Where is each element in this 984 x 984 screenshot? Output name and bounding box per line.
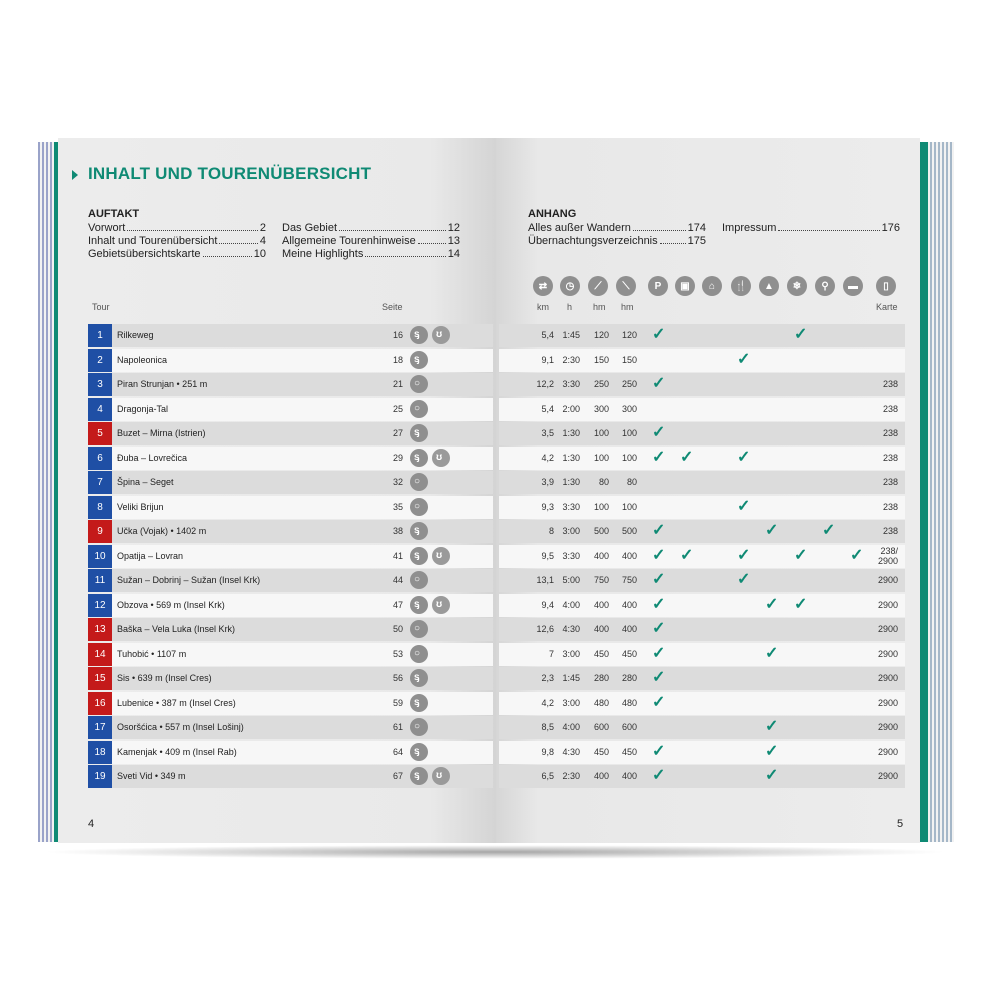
tour-h: 3:00: [562, 526, 580, 536]
checkmark-icon: ✓: [850, 547, 864, 564]
tour-number: 16: [88, 692, 112, 715]
tour-page: 59: [392, 698, 403, 708]
ascent-icon: ⟋: [588, 276, 608, 296]
tour-h: 4:00: [562, 722, 580, 732]
round-icon: [410, 645, 428, 663]
tour-hm2: 280: [621, 673, 637, 683]
toc-label: Impressum: [722, 222, 777, 234]
tour-name: Sveti Vid • 349 m: [117, 771, 186, 781]
tour-page: 21: [392, 379, 403, 389]
kid-icon: [410, 522, 428, 540]
book-edge-left: [38, 142, 60, 842]
tour-hm1: 400: [593, 551, 609, 561]
tour-name: Obzova • 569 m (Insel Krk): [117, 600, 225, 610]
bear-icon: [432, 449, 450, 467]
winter-icon: ❄: [787, 276, 807, 296]
tour-km: 5,4: [541, 404, 554, 414]
toc-entry: [282, 222, 460, 234]
tour-map-ref: 2900: [877, 624, 898, 634]
kid-glyph: ᶊ: [414, 525, 420, 536]
tour-h: 1:30: [562, 428, 580, 438]
toc-page: 175: [687, 235, 706, 247]
tour-map-ref: 238: [882, 502, 898, 512]
tour-page: 32: [392, 477, 403, 487]
checkmark-icon: ✓: [765, 596, 779, 613]
tour-hm2: 150: [621, 355, 637, 365]
tour-km: 3,5: [541, 428, 554, 438]
tour-h: 4:30: [562, 624, 580, 634]
toc-entry: [282, 248, 460, 260]
tour-h: 1:30: [562, 453, 580, 463]
tour-hm2: 450: [621, 649, 637, 659]
checkmark-icon: ✓: [765, 522, 779, 539]
tour-page: 50: [392, 624, 403, 634]
tour-name: Učka (Vojak) • 1402 m: [117, 526, 207, 536]
tour-hm1: 120: [593, 330, 609, 340]
toc-label: Gebietsübersichtskarte: [88, 248, 201, 260]
kid-icon: [410, 767, 428, 785]
toc-page: 4: [259, 235, 266, 247]
kid-glyph: ᶊ: [414, 427, 420, 438]
kid-icon: [410, 743, 428, 761]
tour-name: Kamenjak • 409 m (Insel Rab): [117, 747, 237, 757]
tour-h: 3:30: [562, 502, 580, 512]
tour-name: Veliki Brijun: [117, 502, 164, 512]
round-icon: [410, 620, 428, 638]
checkmark-icon: ✓: [794, 326, 808, 343]
kid-icon: [410, 596, 428, 614]
kid-icon: [410, 669, 428, 687]
tour-map-ref: 238: [882, 404, 898, 414]
kid-glyph: ᶊ: [414, 452, 420, 463]
tour-name: Opatija – Lovran: [117, 551, 184, 561]
tour-name: Tuhobić • 1107 m: [117, 649, 187, 659]
tour-hm2: 100: [621, 428, 637, 438]
tour-number: 8: [88, 496, 112, 519]
kid-glyph: ᶊ: [414, 770, 420, 781]
tour-number: 4: [88, 398, 112, 421]
kid-glyph: ᶊ: [414, 599, 420, 610]
tour-hm1: 100: [593, 502, 609, 512]
tour-km: 4,2: [541, 698, 554, 708]
tour-h: 2:00: [562, 404, 580, 414]
tour-page: 41: [392, 551, 403, 561]
checkmark-icon: ✓: [652, 547, 666, 564]
kid-glyph: ᶊ: [414, 746, 420, 757]
toc-leader: [203, 248, 252, 257]
tour-hm1: 150: [593, 355, 609, 365]
tour-name: Đuba – Lovrečica: [117, 453, 188, 463]
tour-name: Osoršćica • 557 m (Insel Lošinj): [117, 722, 244, 732]
tour-hm1: 600: [593, 722, 609, 732]
tour-map-ref: 238: [882, 453, 898, 463]
col-seite-header: Seite: [382, 302, 403, 312]
toc-leader: [633, 222, 686, 231]
tour-km: 4,2: [541, 453, 554, 463]
toc-label: Das Gebiet: [282, 222, 338, 234]
bear-icon: [432, 547, 450, 565]
checkmark-icon: ✓: [765, 743, 779, 760]
tour-page: 38: [392, 526, 403, 536]
tour-hm2: 600: [621, 722, 637, 732]
page-title: INHALT UND TOURENÜBERSICHT: [88, 164, 372, 183]
tour-name: Buzet – Mirna (Istrien): [117, 428, 206, 438]
tour-km: 8,5: [541, 722, 554, 732]
tour-km: 13,1: [536, 575, 554, 585]
tour-h: 4:00: [562, 600, 580, 610]
tour-km: 9,8: [541, 747, 554, 757]
checkmark-icon: ✓: [737, 498, 751, 515]
checkmark-icon: ✓: [737, 351, 751, 368]
tour-map-ref: 2900: [877, 698, 898, 708]
tour-map-ref: 238: [882, 428, 898, 438]
tour-km: 5,4: [541, 330, 554, 340]
kid-glyph: ᶊ: [414, 672, 420, 683]
toc-entry: [528, 235, 706, 247]
book-edge-right: [920, 142, 954, 842]
bus-icon: ▣: [675, 276, 695, 296]
tour-hm2: 750: [621, 575, 637, 585]
tour-page: 56: [392, 673, 403, 683]
tour-h: 1:45: [562, 330, 580, 340]
tour-map-ref: 238/ 2900: [877, 546, 898, 566]
page-number-right: 5: [897, 818, 904, 830]
tour-number: 7: [88, 471, 112, 494]
signpost-icon: ⇄: [533, 276, 553, 296]
tour-number: 17: [88, 716, 112, 739]
tour-hm1: 100: [593, 453, 609, 463]
toc-page: 14: [447, 248, 460, 260]
checkmark-icon: ✓: [652, 571, 666, 588]
tour-hm2: 250: [621, 379, 637, 389]
round-glyph: ○: [414, 623, 421, 634]
tour-h: 3:30: [562, 379, 580, 389]
tour-number: 5: [88, 422, 112, 445]
tour-hm1: 280: [593, 673, 609, 683]
tour-page: 27: [392, 428, 403, 438]
toc-leader: [365, 248, 445, 257]
tour-hm2: 300: [621, 404, 637, 414]
tour-hm2: 450: [621, 747, 637, 757]
tour-km: 9,5: [541, 551, 554, 561]
checkmark-icon: ✓: [652, 743, 666, 760]
checkmark-icon: ✓: [652, 767, 666, 784]
tour-km: 2,3: [541, 673, 554, 683]
toc-entry: [722, 222, 900, 234]
checkmark-icon: ✓: [794, 547, 808, 564]
toc-entry: [88, 235, 266, 247]
tour-h: 2:30: [562, 355, 580, 365]
col-header-1: h: [567, 302, 573, 312]
parking-icon: P: [648, 276, 668, 296]
tour-hm1: 80: [598, 477, 609, 487]
tour-page: 44: [392, 575, 403, 585]
toc-leader: [778, 222, 879, 231]
tour-map-ref: 2900: [877, 575, 898, 585]
round-glyph: ○: [414, 721, 421, 732]
checkmark-icon: ✓: [652, 596, 666, 613]
checkmark-icon: ✓: [765, 645, 779, 662]
bed-icon: ▬: [843, 276, 863, 296]
bear-icon: [432, 596, 450, 614]
tour-hm2: 400: [621, 771, 637, 781]
kid-glyph: ᶊ: [414, 697, 420, 708]
toc-entry: [88, 248, 266, 260]
checkmark-icon: ✓: [652, 326, 666, 343]
tour-km: 6,5: [541, 771, 554, 781]
tour-hm1: 400: [593, 624, 609, 634]
tour-hm1: 400: [593, 771, 609, 781]
tour-page: 64: [392, 747, 403, 757]
tour-km: 8: [548, 526, 554, 536]
toc-label: Alles außer Wandern: [528, 222, 631, 234]
checkmark-icon: ✓: [652, 449, 666, 466]
tour-number: 19: [88, 765, 112, 788]
descent-icon: ⟍: [616, 276, 636, 296]
bear-icon: [432, 767, 450, 785]
checkmark-icon: ✓: [680, 449, 694, 466]
tour-name: Dragonja-Tal: [117, 404, 169, 414]
tour-km: 3,9: [541, 477, 554, 487]
col-header-2: hm: [593, 302, 606, 312]
cable-car-icon: ⌂: [702, 276, 722, 296]
round-icon: [410, 571, 428, 589]
col-header-3: hm: [621, 302, 634, 312]
toc-leader: [339, 222, 446, 231]
checkmark-icon: ✓: [652, 669, 666, 686]
tour-map-ref: 2900: [877, 600, 898, 610]
round-glyph: ○: [414, 574, 421, 585]
tour-hm1: 400: [593, 600, 609, 610]
tour-name: Piran Strunjan • 251 m: [117, 379, 208, 389]
tour-h: 4:30: [562, 747, 580, 757]
tour-number: 10: [88, 545, 112, 568]
checkmark-icon: ✓: [652, 522, 666, 539]
tour-map-ref: 2900: [877, 771, 898, 781]
checkmark-icon: ✓: [822, 522, 836, 539]
tour-hm2: 400: [621, 600, 637, 610]
col-header-0: km: [537, 302, 549, 312]
tour-page: 18: [392, 355, 403, 365]
bear-icon: [432, 326, 450, 344]
restaurant-icon: 🍴: [731, 276, 751, 296]
tour-map-ref: 238: [882, 526, 898, 536]
bear-glyph: ʊ: [436, 329, 443, 340]
tour-hm1: 500: [593, 526, 609, 536]
bear-glyph: ʊ: [436, 550, 443, 561]
checkmark-icon: ✓: [652, 645, 666, 662]
checkmark-icon: ✓: [794, 596, 808, 613]
tour-hm1: 250: [593, 379, 609, 389]
tour-km: 7: [548, 649, 554, 659]
book-shadow: [40, 845, 950, 859]
kid-icon: [410, 424, 428, 442]
kid-icon: [410, 449, 428, 467]
round-icon: [410, 498, 428, 516]
toc-label: Meine Highlights: [282, 248, 364, 260]
tour-h: 3:00: [562, 649, 580, 659]
round-icon: [410, 473, 428, 491]
col-tour-header: Tour: [92, 302, 110, 312]
tour-km: 9,1: [541, 355, 554, 365]
kid-icon: [410, 351, 428, 369]
tour-name: Rilkeweg: [117, 330, 154, 340]
round-glyph: ○: [414, 378, 421, 389]
toc-label: Allgemeine Tourenhinweise: [282, 235, 416, 247]
tour-hm1: 750: [593, 575, 609, 585]
tour-number: 15: [88, 667, 112, 690]
bike-icon: ⚲: [815, 276, 835, 296]
toc-label: Übernachtungsverzeichnis: [528, 235, 658, 247]
toc-page: 176: [881, 222, 900, 234]
tour-h: 3:30: [562, 551, 580, 561]
tour-hm2: 80: [626, 477, 637, 487]
toc-entry: [88, 222, 266, 234]
tour-hm2: 100: [621, 453, 637, 463]
tour-number: 13: [88, 618, 112, 641]
toc-entry: [528, 222, 706, 234]
checkmark-icon: ✓: [652, 375, 666, 392]
tour-page: 29: [392, 453, 403, 463]
kid-glyph: ᶊ: [414, 329, 420, 340]
bear-glyph: ʊ: [436, 599, 443, 610]
toc-page: 2: [259, 222, 266, 234]
phone-icon: ▯: [876, 276, 896, 296]
tour-hm1: 300: [593, 404, 609, 414]
tour-hm1: 450: [593, 649, 609, 659]
tour-name: Sužan – Dobrinj – Sužan (Insel Krk): [117, 575, 261, 585]
toc-leader: [418, 235, 446, 244]
tour-name: Lubenice • 387 m (Insel Cres): [117, 698, 236, 708]
tour-number: 6: [88, 447, 112, 470]
tour-page: 35: [392, 502, 403, 512]
toc-page: 10: [253, 248, 266, 260]
checkmark-icon: ✓: [737, 449, 751, 466]
tour-map-ref: 2900: [877, 673, 898, 683]
checkmark-icon: ✓: [765, 767, 779, 784]
tour-number: 3: [88, 373, 112, 396]
toc-label: Vorwort: [88, 222, 126, 234]
auftakt-heading: AUFTAKT: [88, 208, 140, 220]
checkmark-icon: ✓: [652, 694, 666, 711]
tour-map-ref: 2900: [877, 722, 898, 732]
tour-name: Sis • 639 m (Insel Cres): [117, 673, 212, 683]
tour-hm2: 480: [621, 698, 637, 708]
tour-page: 61: [392, 722, 403, 732]
round-glyph: ○: [414, 648, 421, 659]
checkmark-icon: ✓: [680, 547, 694, 564]
toc-leader: [660, 235, 686, 244]
tour-km: 9,4: [541, 600, 554, 610]
tour-km: 9,3: [541, 502, 554, 512]
toc-leader: [219, 235, 257, 244]
tour-h: 2:30: [562, 771, 580, 781]
toc-page: 13: [447, 235, 460, 247]
checkmark-icon: ✓: [737, 547, 751, 564]
kid-icon: [410, 547, 428, 565]
tour-h: 1:45: [562, 673, 580, 683]
tour-page: 25: [392, 404, 403, 414]
tour-number: 11: [88, 569, 112, 592]
toc-page: 174: [687, 222, 706, 234]
kid-icon: [410, 326, 428, 344]
tour-hm1: 480: [593, 698, 609, 708]
round-icon: [410, 375, 428, 393]
anhang-heading: ANHANG: [528, 208, 577, 220]
bear-glyph: ʊ: [436, 452, 443, 463]
tour-hm2: 120: [621, 330, 637, 340]
page-number-left: 4: [88, 818, 95, 830]
round-glyph: ○: [414, 403, 421, 414]
tour-km: 12,2: [536, 379, 554, 389]
tour-map-ref: 2900: [877, 747, 898, 757]
tour-map-ref: 2900: [877, 649, 898, 659]
tour-number: 14: [88, 643, 112, 666]
title-arrow-icon: [72, 170, 78, 180]
toc-leader: [127, 222, 258, 231]
tour-number: 12: [88, 594, 112, 617]
kid-glyph: ᶊ: [414, 354, 420, 365]
tour-number: 9: [88, 520, 112, 543]
checkmark-icon: ✓: [737, 571, 751, 588]
round-glyph: ○: [414, 501, 421, 512]
tour-hm2: 100: [621, 502, 637, 512]
tour-map-ref: 238: [882, 379, 898, 389]
round-glyph: ○: [414, 476, 421, 487]
tour-page: 53: [392, 649, 403, 659]
tour-page: 16: [392, 330, 403, 340]
tour-hm1: 100: [593, 428, 609, 438]
tour-number: 2: [88, 349, 112, 372]
tour-h: 5:00: [562, 575, 580, 585]
toc-label: Inhalt und Tourenübersicht: [88, 235, 218, 247]
tour-hm1: 450: [593, 747, 609, 757]
round-icon: [410, 718, 428, 736]
kid-icon: [410, 694, 428, 712]
tour-km: 12,6: [536, 624, 554, 634]
checkmark-icon: ✓: [765, 718, 779, 735]
tour-hm2: 400: [621, 624, 637, 634]
tour-h: 3:00: [562, 698, 580, 708]
tour-map-ref: 238: [882, 477, 898, 487]
tour-number: 18: [88, 741, 112, 764]
toc-page: 12: [447, 222, 460, 234]
tour-name: Špina – Seget: [117, 477, 174, 487]
hut-icon: ▲: [759, 276, 779, 296]
tour-hm2: 400: [621, 551, 637, 561]
tour-name: Baška – Vela Luka (Insel Krk): [117, 624, 236, 634]
bear-glyph: ʊ: [436, 770, 443, 781]
col-karte-header: Karte: [876, 302, 898, 312]
tour-page: 47: [392, 600, 403, 610]
tour-page: 67: [392, 771, 403, 781]
tour-name: Napoleonica: [117, 355, 168, 365]
checkmark-icon: ✓: [652, 620, 666, 637]
round-icon: [410, 400, 428, 418]
tour-h: 1:30: [562, 477, 580, 487]
toc-entry: [282, 235, 460, 247]
kid-glyph: ᶊ: [414, 550, 420, 561]
clock-icon: ◷: [560, 276, 580, 296]
tour-hm2: 500: [621, 526, 637, 536]
checkmark-icon: ✓: [652, 424, 666, 441]
tour-number: 1: [88, 324, 112, 347]
